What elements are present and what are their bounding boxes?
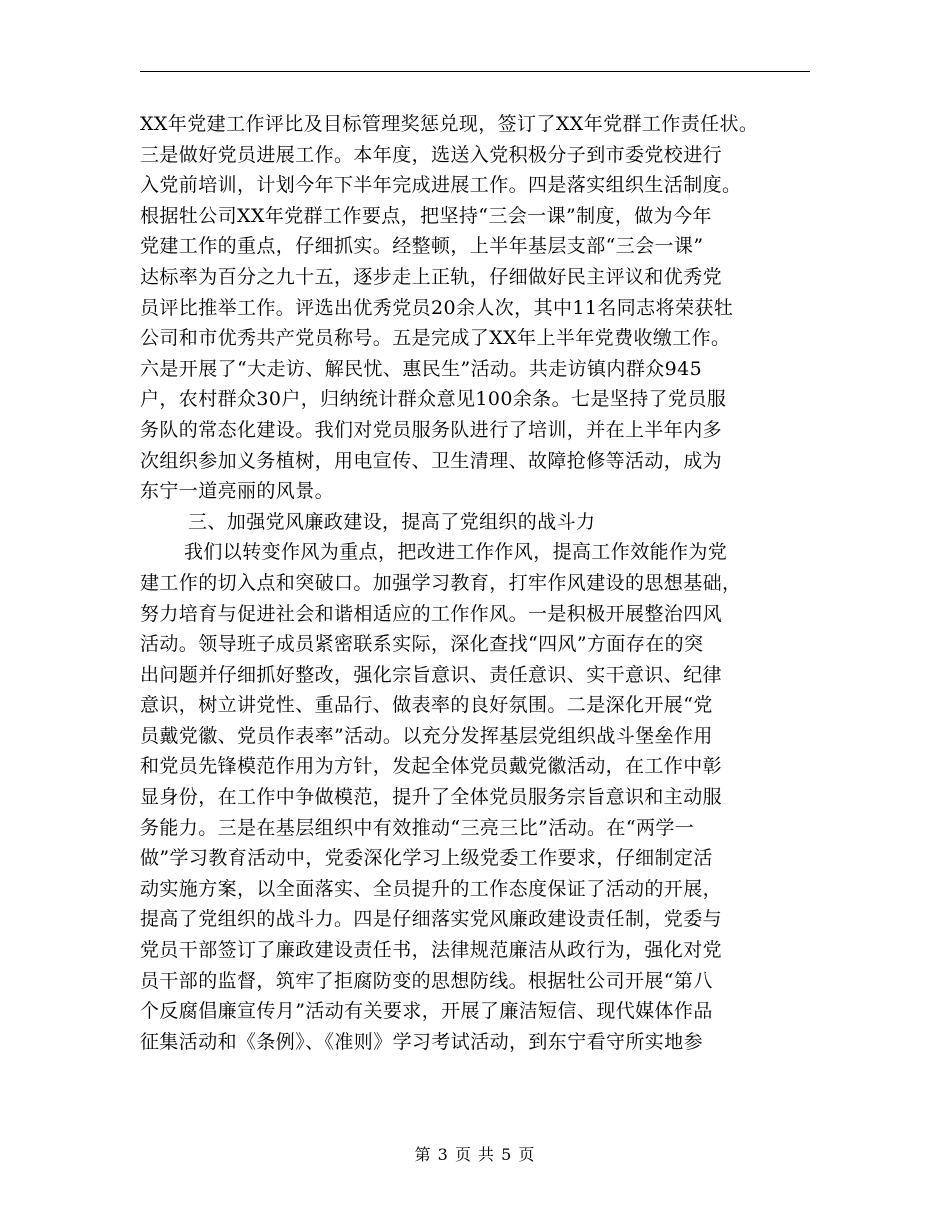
text-line: 显身份，在工作中争做模范，提升了全体党员服务宗旨意识和主动服 bbox=[140, 786, 723, 809]
text-line: 和党员先锋模范作用为方针，发起全体党员戴党徽活动，在工作中彰 bbox=[140, 755, 723, 778]
text-line: 务能力。三是在基层组织中有效推动“三亮三比”活动。在“两学一 bbox=[140, 816, 695, 839]
text-line: 出问题并仔细抓好整改，强化宗旨意识、责任意识、实干意识、纪律 bbox=[140, 663, 723, 686]
text-line: XX年党建工作评比及目标管理奖惩兑现，签订了XX年党群工作责任状。 bbox=[140, 113, 759, 135]
text-line: 根据牡公司XX年党群工作要点，把坚持“三会一课”制度，做为今年 bbox=[140, 204, 712, 227]
page-footer bbox=[0, 1142, 950, 1165]
text-line: 党建工作的重点，仔细抓实。经整顿，上半年基层支部“三会一课” bbox=[140, 235, 704, 258]
text-line: 次组织参加义务植树，用电宣传、卫生清理、故障抢修等活动，成为 bbox=[140, 449, 723, 472]
text-line: 努力培育与促进社会和谐相适应的工作作风。一是积极开展整治四风 bbox=[140, 602, 723, 625]
header-rule bbox=[140, 71, 810, 72]
text-line: 做”学习教育活动中，党委深化学习上级党委工作要求，仔细制定活 bbox=[140, 847, 713, 870]
section-heading: 三、加强党风廉政建设，提高了党组织的战斗力 bbox=[188, 510, 596, 533]
text-line: 提高了党组织的战斗力。四是仔细落实党风廉政建设责任制，党委与 bbox=[140, 908, 723, 931]
text-line: 户，农村群众30户，归纳统计群众意见100余条。七是坚持了党员服 bbox=[140, 388, 727, 411]
body-text bbox=[140, 109, 840, 1057]
text-line: 动实施方案，以全面落实、全员提升的工作态度保证了活动的开展， bbox=[140, 877, 723, 900]
text-line: 三是做好党员进展工作。本年度，选送入党积极分子到市委党校进行 bbox=[140, 143, 723, 166]
text-line: 活动。领导班子成员紧密联系实际，深化查找“四风”方面存在的突 bbox=[140, 633, 704, 656]
text-line: 达标率为百分之九十五，逐步走上正轨，仔细做好民主评议和优秀党 bbox=[140, 265, 723, 288]
text-line: 个反腐倡廉宣传月”活动有关要求，开展了廉洁短信、现代媒体作品 bbox=[140, 1000, 713, 1023]
text-line: 员干部的监督，筑牢了拒腐防变的思想防线。根据牡公司开展“第八 bbox=[140, 969, 713, 992]
text-line: 务队的常态化建设。我们对党员服务队进行了培训，并在上半年内多 bbox=[140, 418, 723, 441]
text-line: 东宁一道亮丽的风景。 bbox=[140, 480, 335, 503]
text-line: 我们以转变作风为重点，把改进工作作风，提高工作效能作为党 bbox=[184, 541, 728, 564]
page-number: 第 3 页 共 5 页 bbox=[414, 1145, 536, 1164]
text-line: 建工作的切入点和突破口。加强学习教育，打牢作风建设的思想基础， bbox=[140, 571, 742, 594]
text-line: 员评比推举工作。评选出优秀党员20余人次，其中11名同志将荣获牡 bbox=[140, 296, 734, 319]
text-line: 党员干部签订了廉政建设责任书，法律规范廉洁从政行为，强化对党 bbox=[140, 939, 723, 962]
text-line: 公司和市优秀共产党员称号。五是完成了XX年上半年党费收缴工作。 bbox=[140, 327, 731, 350]
text-line: 员戴党徽、党员作表率”活动。以充分发挥基层党组织战斗堡垒作用 bbox=[140, 724, 713, 747]
text-line: 征集活动和《条例》、《准则》学习考试活动，到东宁看守所实地参 bbox=[140, 1030, 704, 1053]
text-line: 意识，树立讲党性、重品行、做表率的良好氛围。二是深化开展“党 bbox=[140, 694, 713, 717]
text-line: 六是开展了“大走访、解民忧、惠民生”活动。共走访镇内群众945 bbox=[140, 357, 703, 380]
text-line: 入党前培训，计划今年下半年完成进展工作。四是落实组织生活制度。 bbox=[140, 174, 742, 197]
